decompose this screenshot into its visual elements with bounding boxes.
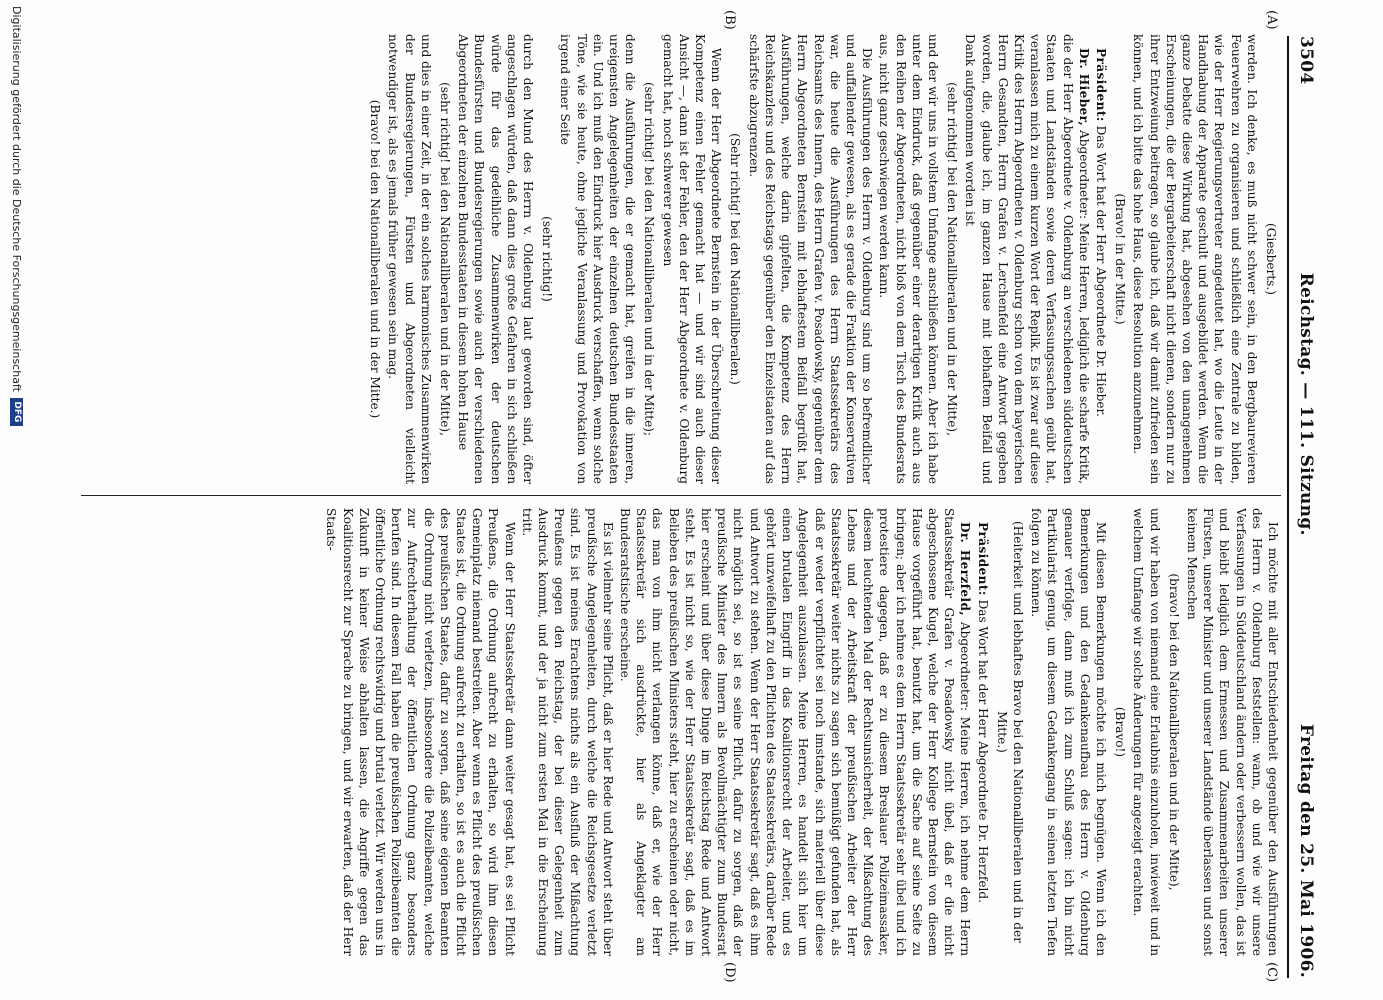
paragraph: und wir haben von niemand eine Erlaubnis einzuholen, inwieweit und in welchem Umfange wir solche Änderungen für angezeigt erachten.	[1131, 508, 1162, 956]
speaker-name: Präsident:	[975, 522, 990, 596]
paragraph	[617, 508, 973, 956]
stage-direction: (Bravo!)	[1113, 706, 1128, 758]
page-header	[1291, 36, 1321, 978]
paragraph: Wenn der Herr Abgeordnete Bernstein in der Überschreitung dieser Kompetenz einen Fehler gemacht hat — und wir sind auch dieser Ansicht —, dann ist der Fehler, den der Herr Abgeordnete v. Oldenburg gemacht hat, noch schwerer gewesen	[660, 34, 724, 484]
paragraph: und dies in einer Zeit, in der ein solches harmonisches Zusammenwirken der Bundesregierungen, Fürsten und Abgeordneten vielleicht notwendiger ist, als es jemals früher gewesen sein mag.	[386, 34, 433, 484]
paragraph: und der wir uns in vollstem Umfange anschließen können. Aber ich habe unter dem Eindruck, daß gegenüber einer derartigen Kritik auch aus den Reihen der Abgeordneten, nicht bloß von dem Tisch des Bundesrats aus, nicht ganz geschwiegen werden kann.	[877, 34, 940, 484]
digitization-note: Digitalisierung gefördert durch die Deutsche Forschungsgemeinschaft	[10, 6, 23, 392]
stage-direction: (Sehr richtig! bei den Nationalliberalen.)	[728, 133, 743, 385]
paragraph: Es ist vielmehr seine Pflicht, daß er hier Rede und Antwort steht über preußische Angelegenheiten, durch welche die Reichsgesetze verletzt sind. Es ist meines Erachtens nichts als ein Ausfluß der Mißachtung Preußens gegen den Reichstag, der bei dieser Gelegenheit zum Ausdruck kommt, und der ja nicht zum ersten Mal in die Erscheinung tritt.	[519, 508, 615, 956]
session-title: Reichstag. — 111. Sitzung.	[1296, 272, 1316, 536]
margin-label-c: (C)	[1264, 962, 1279, 983]
paragraph: denn die Ausführungen, die er gemacht hat, greifen in die inneren, ureigensten Angelegenheiten der einzelnen deutschen Bundesstaaten ein. Und ich muß den Eindruck hier Ausdruck verschaffen, wenn solche Töne, wie sie heute, ohne jegliche Veranlassung und Provokation von irgend einer Seite	[558, 34, 638, 484]
stage-direction: (Heiterkeit und lebhaftes Bravo bei den Nationalliberalen und in der Mitte.)	[994, 521, 1025, 943]
stage-direction: (sehr richtig! bei den Nationalliberalen und in der Mitte);	[642, 81, 657, 437]
paragraph: Mit diesen Bemerkungen möchte ich mich begnügen. Wenn ich den Bemerkungen und den Gedankenaufbau des Herrn v. Oldenburg genauer verfolge, dann muß ich zum Schluß sagen: ich bin nicht Partikularist genug, um diesem Gedankengang in seinen letzten Tiefen folgen zu können.	[1029, 508, 1108, 956]
margin-label-b: (B)	[722, 10, 737, 30]
digitization-footer	[10, 6, 23, 426]
paragraph	[1093, 34, 1109, 484]
speech-text: Abgeordneter: Meine Herren, lediglich die scharfe Kritik, die der Herr Abgeordnete v. Oldenburg an verschiedenen süddeutschen Staaten und Landständen sowie deren Verfassungssachen geübt hat, veranlassen mich zu einem kurzen Wort der Replik. Es ist zwar auf diese Kritik des Herrn Abgeordneten v. Oldenburg schon von dem bayerischen Herrn Gesandten, Herrn Grafen v. Lerchenfeld eine Antwort gegeben worden, die, glaube ich, im ganzen Hause mit lebhaftem Beifall und Dank aufgenommen worden ist	[963, 34, 1091, 484]
stage-direction: (bravo! bei den Nationalliberalen und in der Mitte),	[1166, 573, 1181, 891]
paragraph	[962, 34, 1092, 484]
header-rule	[1287, 36, 1289, 978]
speech-text: Das Wort hat der Herr Abgeordnete Dr. Hieber.	[1093, 125, 1108, 417]
paragraph: Wenn der Herr Staatssekretär dann weiter gesagt hat, es sei Pflicht Preußens, die Ordnung aufrecht zu erhalten, so wird ihm diesen Gemeinplatz niemand bestreiten. Aber wenn es Pflicht des preußischen Staates ist, die Ordnung aufrecht zu erhalten, so ist es auch die Pflicht des preußischen Staates, dafür zu sorgen, daß seine eigenen Beamten die Ordnung nicht verletzen, insbesondere die Polizeibeamten, welche zur Aufrechterhaltung der öffentlichen Ordnung ganz besonders berufen sind. In diesem Fall haben die preußischen Polizeibeamten die öffentliche Ordnung rechtswidrig und brutal verletzt. Wir werden uns in Zukunft in keiner Weise abhalten lassen, die Angriffe gegen das Koalitionsrecht zur Sprache zu bringen, und wir erwarten, daß der Herr Staats-	[324, 508, 517, 956]
page-number: 3504	[1296, 36, 1316, 85]
stage-direction: (sehr richtig! bei den Nationalliberalen und in der Mitte),	[945, 82, 960, 436]
paragraph: werden. Ich denke, es muß nicht schwer sein, in den Bergbaurevieren Feuerwehren zu organisieren und schließlich eine Zentrale zu bilden, wie der Herr Regierungsvertreter angedeutet hat, wo die Leute in der Handhabung der Apparate geschult und ausgebildet werden. Wenn die ganze Debatte diese Wirkung hat, abgesehen von den unangenehmen Erscheinungen, die der Bergarbeiterschaft nicht dienen, sondern nur zu ihrer Entzweiung beitragen, so glaube ich, daß wir damit zufrieden sein können, und ich bitte das hohe Haus, diese Resolution anzunehmen.	[1131, 34, 1259, 484]
stage-direction: (Bravo! bei den Nationalliberalen und in der Mitte.)	[368, 99, 383, 419]
speech-text: Abgeordneter: Meine Herren, ich nehme dem Herrn Staatssekretär Grafen v. Posadowsky nicht übel, daß er die nicht abgeschossene Kugel, welche der Herr Kollege Bernstein von diesem Hause vorgeführt hat, benutzt hat, um die Sache auf seine Seite zu bringen; aber ich nehme es dem Herrn Staatssekretär sehr übel und ich protestiere dagegen, daß er zu diesem Breslauer Polizeimassaker, diesem leuchtenden Mal der Rechtsunsicherheit, der Mißachtung des Lebens und der Arbeitskraft der preußischen Arbeiter der Herr Staatssekretär weiter nichts zu sagen sich bemüßigt gefunden hat, als daß er weder verpflichtet sei noch imstande, sich materiell über diese Angelegenheit auszulassen. Meine Herren, es handelt sich hier um einen brutalen Eingriff in das Koalitionsrecht der Arbeiter, und es gehört unzweifelhaft zu den Pflichten des Staatssekretärs, darüber Rede und Antwort zu stehen. Wenn der Herr Staatssekretär sagt, daß es ihm nicht möglich sei, so ist es seine Pflicht, dafür zu sorgen, daß der preußische Minister des Innern als Bevollmächtigter zum Bundesrat hier erscheint und über diese Dinge im Reichstag Rede und Antwort steht. Es ist nicht so, wie der Herr Staatssekretär sagt, daß es im Belieben des preußischen Ministers steht, hier zu erscheinen oder nicht, das man von ihm nicht verlangen könne, daß er, wie der Herr Staatssekretär sich ausdrückte, hier als Angeklagter am Bundesratstische erscheine.	[618, 508, 973, 956]
speaker-name: Dr. Herzfeld,	[958, 522, 973, 616]
speaker-name: Präsident:	[1093, 48, 1108, 122]
speaker-name: Dr. Hieber,	[1076, 48, 1091, 127]
stage-direction: (sehr richtig!)	[540, 216, 555, 302]
paragraph: Ich möchte mit aller Entschiedenheit gegenüber den Ausführungen des Herrn v. Oldenburg feststellen: wann, ob und wie wir unsere Verfassungen in Süddeutschland ändern oder verbessern wollen, das ist und bleibt lediglich dem Ermessen und Zusammenarbeiten unserer Fürsten, unserer Minister und unserer Landstände überlassen und sonst keinem Menschen	[1184, 508, 1280, 956]
left-text-column	[81, 34, 1281, 484]
session-date: Freitag den 25. Mai 1906.	[1296, 723, 1316, 978]
stage-direction: (Bravo! in der Mitte.)	[1113, 193, 1128, 325]
margin-label-a: (A)	[1264, 10, 1279, 30]
stage-direction: (Giesberts.)	[1264, 223, 1278, 295]
right-text-column	[81, 508, 1281, 956]
column-divider	[81, 495, 1281, 496]
margin-label-d: (D)	[722, 962, 737, 983]
paragraph: Die Ausführungen des Herrn v. Oldenburg sind um so befremdlicher und auffallender gewesen, als es gerade die Fraktion der Konservativen war, die heute die Ausführungen des Herrn Staatssekretärs des Reichsamts des Innern, des Herrn Grafen v. Posadowsky, gegenüber dem Herrn Abgeordneten Bernstein mit lebhaftestem Beifall begrüßt hat, Ausführungen, welche darin gipfelten, die Kompetenz des Herrn Reichskanzlers und des Reichstags gegenüber den Einzelstaaten auf das schärfste abzugrenzen.	[746, 34, 875, 484]
speech-text: Das Wort hat der Herr Abgeordnete Dr. Herzfeld.	[975, 599, 990, 903]
dfg-logo: DFG	[10, 398, 23, 426]
paragraph: durch den Mund des Herrn v. Oldenburg laut geworden sind, öfter angeschlagen würden, daß dann dies große Gefahren in sich schließen würde für das gedeihliche Zusammenwirken der deutschen Bundesfürsten und Bundesregierungen sowie auch der verschiedenen Abgeordneten der einzelnen Bundesstaaten in diesem hohen Hause	[456, 34, 536, 484]
paragraph	[974, 508, 990, 956]
stage-direction: (sehr richtig! bei den Nationalliberalen und in der Mitte),	[438, 82, 453, 436]
